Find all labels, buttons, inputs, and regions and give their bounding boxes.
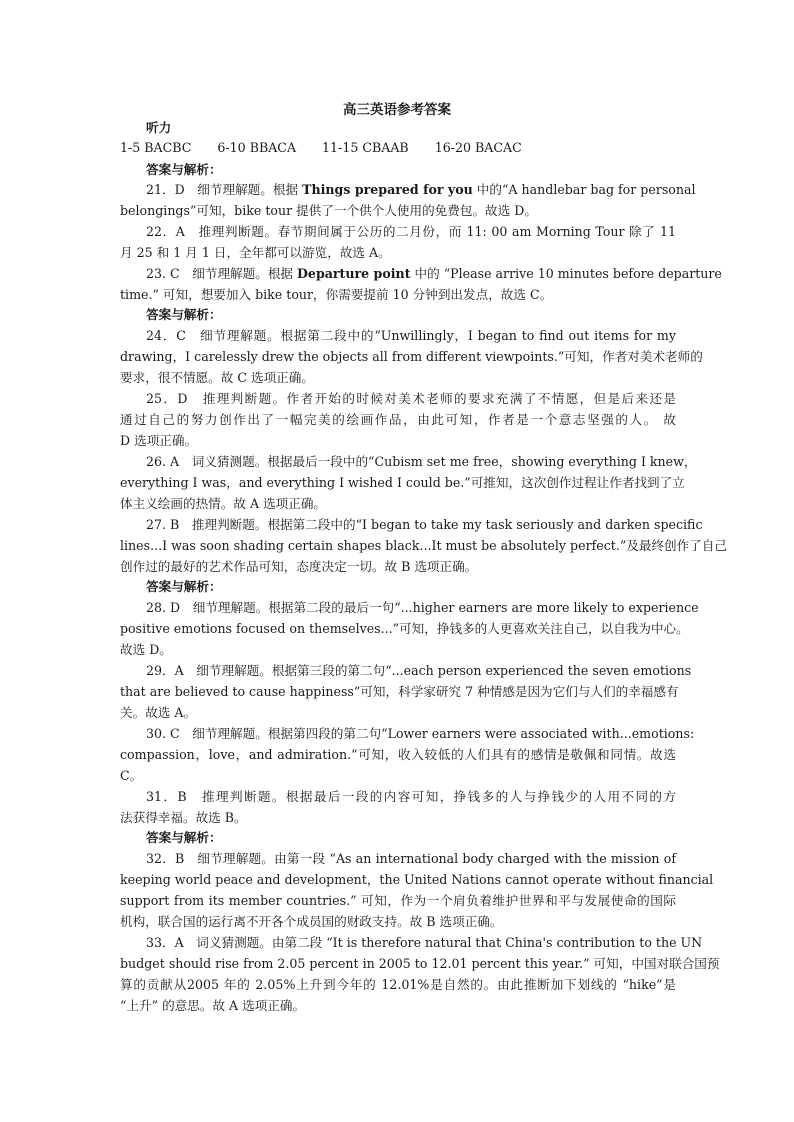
q22-line2: 月 25 和 1 月 1 日，全年都可以游览，故选 A。 [120, 245, 391, 260]
q32-line1: 32．B 细节理解题。由第一段 “As an international body charged with the mission of [146, 851, 676, 866]
answer-group: 16-20 BACAC [434, 140, 522, 155]
q21-bold-term: Things prepared for you [302, 182, 473, 197]
q25-line1: 25．D 推理判断题。作者开始的时候对美术老师的要求充满了不情愿，但是后来还是 [146, 391, 676, 406]
q28-line1: 28. D 细节理解题。根据第二段的最后一句“...higher earners are more likely to experience [146, 600, 699, 615]
q32-line3: support from its member countries.” 可知，作为一个肩负着维护世界和平与发展使命的国际 [120, 893, 676, 908]
q29-line3: 关。故选 A。 [120, 705, 197, 720]
q28-line3: 故选 D。 [120, 642, 172, 657]
q28-line2: positive emotions focused on themselves...”可知，挣钱多的人更喜欢关注自己，以自我为中心。 [120, 621, 689, 636]
analysis-heading: 答案与解析： [146, 579, 222, 594]
analysis-heading: 答案与解析： [146, 307, 222, 322]
q32-line2: keeping world peace and development，the United Nations cannot operate without financial [120, 872, 714, 887]
q23-bold-term: Departure point [297, 266, 411, 281]
q33-line3: 算的贡献从2005 年的 2.05%上升到今年的 12.01%是自然的。由此推断加下划线的 “hike”是 [120, 977, 676, 992]
listening-answers [120, 138, 676, 158]
q29-line2: that are believed to cause happiness”可知，科学家研究 7 种情感是因为它们与人们的幸福感有 [120, 684, 679, 699]
answer-group: 11-15 CBAAB [322, 140, 409, 155]
answer-group: 6-10 BBACA [217, 140, 297, 155]
q21-text: 21．D 细节理解题。根据 [146, 182, 303, 197]
q27-line3: 创作过的最好的艺术作品可知，态度决定一切。故 B 选项正确。 [120, 559, 478, 574]
q24-line1: 24．C 细节理解题。根据第二段中的“Unwillingly，I began to find out items for my [146, 328, 676, 343]
q30-line1: 30. C 细节理解题。根据第四段的第二句“Lower earners were associated with...emotions: [146, 726, 695, 741]
q23-line1 [146, 264, 722, 284]
q27-line2: lines...I was soon shading certain shapes black...It must be absolutely perfect.”及最终创作了自己 [120, 538, 728, 553]
q32-line4: 机构，联合国的运行离不开各个成员国的财政支持。故 B 选项正确。 [120, 914, 503, 929]
q24-line3: 要求，很不情愿。故 C 选项正确。 [120, 370, 314, 385]
q33-line4: “上升” 的意思。故 A 选项正确。 [120, 998, 306, 1013]
analysis-heading: 答案与解析： [146, 162, 222, 177]
q25-line3: D 选项正确。 [120, 433, 198, 448]
q26-line1: 26. A 词义猜测题。根据最后一段中的“Cubism set me free，showing everything I knew， [146, 454, 697, 469]
analysis-heading: 答案与解析： [146, 830, 222, 845]
q33-line1: 33．A 词义猜测题。由第二段 “It is therefore natural that China's contribution to the UN [146, 935, 703, 950]
q26-line3: 体主义绘画的热情。故 A 选项正确。 [120, 496, 327, 511]
q26-line2: everything I was，and everything I wished I could be.”可推知，这次创作过程让作者找到了立 [120, 475, 685, 490]
q21-line2: belongings”可知，bike tour 提供了一个供个人使用的免费包。故选 D。 [120, 203, 537, 218]
q23-text: 23. C 细节理解题。根据 [146, 266, 298, 281]
q23-text-cont: 中的 “Please arrive 10 minutes before departure [410, 266, 722, 281]
q22-line1: 22．A 推理判断题。春节期间属于公历的二月份，而 11: 00 am Morning Tour 除了 11 [146, 224, 676, 239]
page-title: 高三英语参考答案 [343, 102, 451, 118]
section-heading-listening: 听力 [146, 120, 172, 135]
q23-line2: time.” 可知，想要加入 bike tour，你需要提前 10 分钟到出发点，故选 C。 [120, 287, 553, 302]
q33-line2: budget should rise from 2.05 percent in 2005 to 12.01 percent this year.” 可知，中国对联合国预 [120, 956, 720, 971]
q31-line1: 31．B 推理判断题。根据最后一段的内容可知，挣钱多的人与挣钱少的人用不同的方 [146, 789, 676, 804]
q31-line2: 法获得幸福。故选 B。 [120, 810, 247, 825]
q27-line1: 27. B 推理判断题。根据第二段中的“I began to take my task seriously and darken specific [146, 517, 703, 532]
q25-line2: 通过自己的努力创作出了一幅完美的绘画作品，由此可知，作者是一个意志坚强的人。 故 [120, 412, 676, 427]
q21-line1 [146, 180, 696, 200]
q29-line1: 29．A 细节理解题。根据第三段的第二句“...each person experienced the seven emotions [146, 663, 692, 678]
q24-line2: drawing，I carelessly drew the objects all from different viewpoints.”可知，作者对美术老师的 [120, 349, 703, 364]
q30-line3: C。 [120, 768, 143, 783]
q30-line2: compassion，love，and admiration.”可知，收入较低的人们具有的感情是敬佩和同情。故选 [120, 747, 676, 762]
q21-text-cont: 中的“A handlebar bag for personal [472, 182, 696, 197]
answer-group: 1-5 BACBC [120, 140, 192, 155]
